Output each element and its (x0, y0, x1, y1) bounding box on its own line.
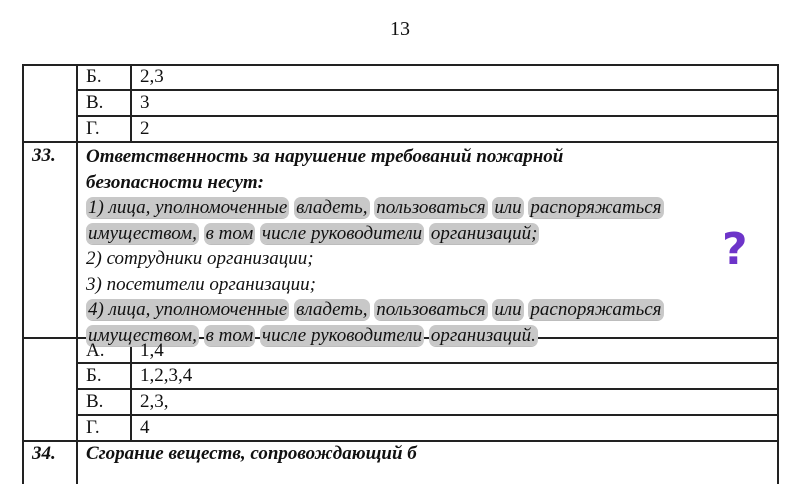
answer-item-2: 2) сотрудники организации; (86, 248, 314, 269)
answer-option-letter: В. (86, 391, 104, 412)
test-table (22, 64, 778, 484)
question-title-line: Ответственность за нарушение требований пожарной (86, 146, 564, 167)
prev-option-value: 2,3 (140, 66, 164, 87)
question-number: 33. (32, 145, 56, 166)
answer-option-value: 1,4 (140, 340, 164, 361)
prev-option-value: 2 (140, 118, 150, 139)
answer-option-letter: Б. (86, 365, 102, 386)
prev-option-letter: Г. (86, 118, 100, 139)
prev-option-value: 3 (140, 92, 150, 113)
answer-item-4-cont: имуществом, в том числе руководители организаций. (88, 324, 536, 346)
answer-item-1-cont: имуществом, в том числе руководители организаций; (88, 222, 538, 244)
answer-option-letter: Г. (86, 417, 100, 438)
page-number: 13 (390, 18, 410, 40)
question-mark-icon: ? (722, 224, 748, 275)
answer-item-1: 1) лица, уполномоченные владеть, пользоваться или распоряжаться (88, 197, 662, 218)
prev-option-letter: Б. (86, 66, 102, 87)
next-question-text: Сгорание веществ, сопровождающий б (86, 443, 417, 464)
question-text (86, 144, 766, 348)
answer-option-letter: А. (86, 340, 105, 361)
next-question-number: 34. (32, 443, 56, 464)
answer-option-value: 1,2,3,4 (140, 365, 193, 386)
prev-option-letter: В. (86, 92, 104, 113)
question-title-line: безопасности несут: (86, 171, 264, 193)
answer-item-4: 4) лица, уполномоченные владеть, пользоваться или распоряжаться (88, 299, 662, 320)
answer-item-3: 3) посетители организации; (86, 273, 316, 295)
answer-option-value: 2,3, (140, 391, 169, 412)
answer-option-value: 4 (140, 417, 150, 438)
